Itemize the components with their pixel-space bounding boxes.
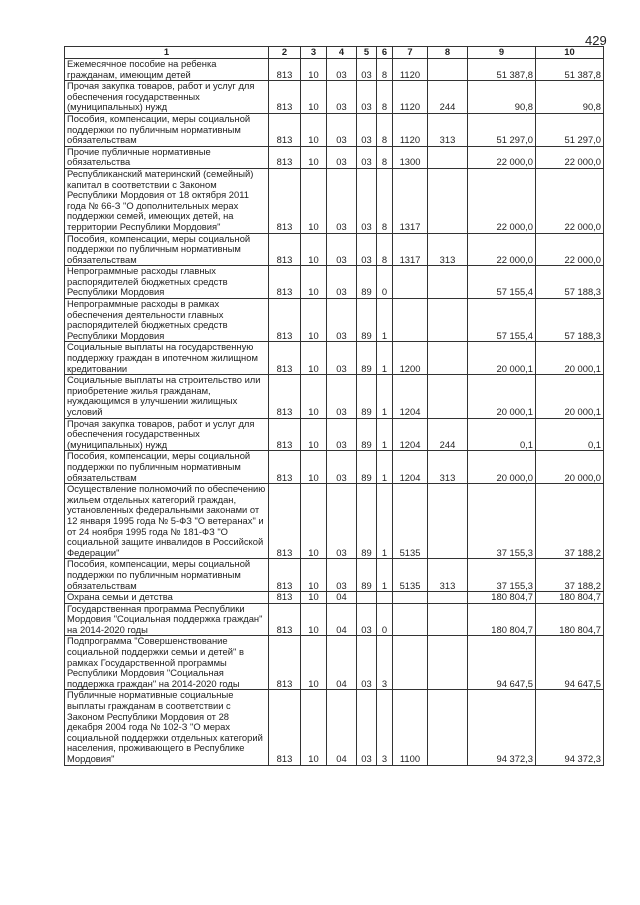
subsection-code: 03: [327, 168, 357, 233]
subsection-code: 03: [327, 81, 357, 114]
table-row: [65, 81, 604, 114]
expense-type-code: [428, 146, 468, 168]
program-code: 03: [357, 690, 377, 765]
subprogram-code: 1: [377, 299, 393, 342]
ministry-code: 813: [269, 146, 301, 168]
program-code: 89: [357, 342, 377, 375]
subsection-code: 03: [327, 375, 357, 418]
expense-type-code: 313: [428, 451, 468, 484]
target-code: [393, 299, 428, 342]
amount-2015: 20 000,1: [468, 342, 536, 375]
target-code: 1100: [393, 690, 428, 765]
ministry-code: 813: [269, 59, 301, 81]
subprogram-code: 0: [377, 603, 393, 636]
subprogram-code: 3: [377, 690, 393, 765]
amount-2016: 57 188,3: [536, 266, 604, 299]
expense-type-code: [428, 690, 468, 765]
amount-2016: 94 647,5: [536, 636, 604, 690]
subprogram-code: 8: [377, 146, 393, 168]
subsection-code: 03: [327, 418, 357, 451]
subprogram-code: 1: [377, 375, 393, 418]
expense-type-code: [428, 168, 468, 233]
table-row: [65, 418, 604, 451]
expense-type-code: [428, 342, 468, 375]
amount-2015: 180 804,7: [468, 592, 536, 604]
subsection-code: 04: [327, 592, 357, 604]
table-row: [65, 559, 604, 592]
subprogram-code: 1: [377, 342, 393, 375]
ministry-code: 813: [269, 603, 301, 636]
amount-2015: 20 000,1: [468, 375, 536, 418]
row-name: Подпрограмма "Совершенствование социальной поддержки семьи и детей" в рамках Государственной программы Республики Мордовия "Социальная поддержка граждан" на 2014-2020 годы: [65, 636, 269, 690]
amount-2015: 22 000,0: [468, 168, 536, 233]
ministry-code: 813: [269, 418, 301, 451]
row-name: Пособия, компенсации, меры социальной поддержки по публичным нормативным обязательствам: [65, 559, 269, 592]
amount-2015: 51 387,8: [468, 59, 536, 81]
ministry-code: 813: [269, 451, 301, 484]
ministry-code: 813: [269, 342, 301, 375]
amount-2016: 20 000,1: [536, 375, 604, 418]
table-row: [65, 451, 604, 484]
row-name: Государственная программа Республики Мордовия "Социальная поддержка граждан" на 2014-2020 годы: [65, 603, 269, 636]
column-header: 7: [393, 47, 428, 59]
subprogram-code: 0: [377, 266, 393, 299]
expense-type-code: [428, 59, 468, 81]
ministry-code: 813: [269, 81, 301, 114]
ministry-code: 813: [269, 559, 301, 592]
target-code: 1300: [393, 146, 428, 168]
subprogram-code: 1: [377, 451, 393, 484]
column-header: 1: [65, 47, 269, 59]
row-name: Публичные нормативные социальные выплаты гражданам в соответствии с Законом Республики Мордовия от 28 декабря 2004 года № 102-З "О мерах социальной поддержки отдельных категорий населения, проживающего в Республике Мордовия": [65, 690, 269, 765]
subprogram-code: 8: [377, 113, 393, 146]
subsection-code: 03: [327, 342, 357, 375]
program-code: 03: [357, 233, 377, 266]
column-header: 4: [327, 47, 357, 59]
program-code: [357, 592, 377, 604]
subsection-code: 03: [327, 113, 357, 146]
table-row: [65, 603, 604, 636]
ministry-code: 813: [269, 113, 301, 146]
expense-type-code: [428, 266, 468, 299]
program-code: 03: [357, 59, 377, 81]
amount-2015: 180 804,7: [468, 603, 536, 636]
expense-type-code: [428, 636, 468, 690]
subprogram-code: 8: [377, 59, 393, 81]
amount-2015: 51 297,0: [468, 113, 536, 146]
target-code: 1120: [393, 113, 428, 146]
table-row: [65, 59, 604, 81]
amount-2015: 94 372,3: [468, 690, 536, 765]
row-name: Республиканский материнский (семейный) капитал в соответствии с Законом Республики Мордовия от 18 октября 2011 года № 66-З "О дополнительных мерах поддержки семей, имеющих детей, на территории Республики Мордовия": [65, 168, 269, 233]
amount-2015: 0,1: [468, 418, 536, 451]
program-code: 03: [357, 146, 377, 168]
subsection-code: 04: [327, 690, 357, 765]
program-code: 89: [357, 418, 377, 451]
ministry-code: 813: [269, 636, 301, 690]
row-name: Социальные выплаты на строительство или приобретение жилья гражданам, нуждающимся в улучшении жилищных условий: [65, 375, 269, 418]
expense-type-code: 313: [428, 559, 468, 592]
section-code: 10: [301, 81, 327, 114]
ministry-code: 813: [269, 592, 301, 604]
table-row: [65, 636, 604, 690]
expense-type-code: [428, 592, 468, 604]
table-row: [65, 484, 604, 559]
expense-type-code: 313: [428, 113, 468, 146]
amount-2016: 22 000,0: [536, 146, 604, 168]
table-row: [65, 168, 604, 233]
header-row: [65, 47, 604, 59]
table-row: [65, 592, 604, 604]
subprogram-code: 8: [377, 233, 393, 266]
subsection-code: 03: [327, 233, 357, 266]
subprogram-code: 1: [377, 418, 393, 451]
amount-2016: 90,8: [536, 81, 604, 114]
ministry-code: 813: [269, 168, 301, 233]
subprogram-code: 8: [377, 81, 393, 114]
subsection-code: 03: [327, 451, 357, 484]
section-code: 10: [301, 418, 327, 451]
row-name: Прочие публичные нормативные обязательства: [65, 146, 269, 168]
row-name: Прочая закупка товаров, работ и услуг для обеспечения государственных (муниципальных) нужд: [65, 418, 269, 451]
amount-2016: 22 000,0: [536, 168, 604, 233]
section-code: 10: [301, 266, 327, 299]
subprogram-code: 1: [377, 559, 393, 592]
column-header: 2: [269, 47, 301, 59]
expense-type-code: 244: [428, 418, 468, 451]
section-code: 10: [301, 59, 327, 81]
subsection-code: 03: [327, 299, 357, 342]
target-code: 1317: [393, 168, 428, 233]
table-row: [65, 375, 604, 418]
section-code: 10: [301, 484, 327, 559]
amount-2015: 57 155,4: [468, 266, 536, 299]
amount-2015: 20 000,0: [468, 451, 536, 484]
amount-2015: 22 000,0: [468, 233, 536, 266]
expense-type-code: [428, 603, 468, 636]
section-code: 10: [301, 451, 327, 484]
target-code: 1204: [393, 451, 428, 484]
table-row: [65, 299, 604, 342]
table-row: [65, 233, 604, 266]
section-code: 10: [301, 559, 327, 592]
amount-2016: 180 804,7: [536, 603, 604, 636]
amount-2015: 22 000,0: [468, 146, 536, 168]
ministry-code: 813: [269, 690, 301, 765]
subsection-code: 04: [327, 636, 357, 690]
section-code: 10: [301, 636, 327, 690]
section-code: 10: [301, 168, 327, 233]
section-code: 10: [301, 342, 327, 375]
ministry-code: 813: [269, 299, 301, 342]
program-code: 89: [357, 484, 377, 559]
program-code: 89: [357, 375, 377, 418]
row-name: Пособия, компенсации, меры социальной поддержки по публичным нормативным обязательствам: [65, 451, 269, 484]
ministry-code: 813: [269, 375, 301, 418]
column-header: 10: [536, 47, 604, 59]
subsection-code: 03: [327, 484, 357, 559]
amount-2016: 57 188,3: [536, 299, 604, 342]
subprogram-code: [377, 592, 393, 604]
table-row: [65, 342, 604, 375]
column-header: 6: [377, 47, 393, 59]
row-name: Пособия, компенсации, меры социальной поддержки по публичным нормативным обязательствам: [65, 233, 269, 266]
table-row: [65, 690, 604, 765]
expense-type-code: [428, 484, 468, 559]
expense-type-code: [428, 299, 468, 342]
table-row: [65, 266, 604, 299]
table-body: [65, 59, 604, 766]
amount-2015: 37 155,3: [468, 484, 536, 559]
program-code: 03: [357, 168, 377, 233]
target-code: [393, 603, 428, 636]
amount-2015: 37 155,3: [468, 559, 536, 592]
amount-2015: 94 647,5: [468, 636, 536, 690]
row-name: Ежемесячное пособие на ребенка гражданам, имеющим детей: [65, 59, 269, 81]
column-header: 3: [301, 47, 327, 59]
subsection-code: 04: [327, 603, 357, 636]
target-code: 1204: [393, 418, 428, 451]
amount-2016: 37 188,2: [536, 559, 604, 592]
section-code: 10: [301, 592, 327, 604]
target-code: 1204: [393, 375, 428, 418]
section-code: 10: [301, 146, 327, 168]
table-row: [65, 113, 604, 146]
subprogram-code: 3: [377, 636, 393, 690]
ministry-code: 813: [269, 233, 301, 266]
subsection-code: 03: [327, 559, 357, 592]
row-name: Пособия, компенсации, меры социальной поддержки по публичным нормативным обязательствам: [65, 113, 269, 146]
target-code: 1200: [393, 342, 428, 375]
program-code: 89: [357, 451, 377, 484]
ministry-code: 813: [269, 266, 301, 299]
row-name: Непрограммные расходы главных распорядителей бюджетных средств Республики Мордовия: [65, 266, 269, 299]
amount-2016: 20 000,1: [536, 342, 604, 375]
target-code: 5135: [393, 559, 428, 592]
section-code: 10: [301, 690, 327, 765]
subprogram-code: 8: [377, 168, 393, 233]
subsection-code: 03: [327, 266, 357, 299]
row-name: Социальные выплаты на государственную поддержку граждан в ипотечном жилищном кредитовании: [65, 342, 269, 375]
row-name: Осуществление полномочий по обеспечению жильем отдельных категорий граждан, установленных федеральными законами от 12 января 1995 года № 5-ФЗ "О ветеранах" и от 24 ноября 1995 года № 181-ФЗ "О социальной защите инвалидов в Российской Федерации": [65, 484, 269, 559]
row-name: Прочая закупка товаров, работ и услуг для обеспечения государственных (муниципальных) нужд: [65, 81, 269, 114]
amount-2016: 37 188,2: [536, 484, 604, 559]
target-code: 1120: [393, 81, 428, 114]
target-code: [393, 592, 428, 604]
section-code: 10: [301, 299, 327, 342]
page-number: 429: [585, 33, 607, 48]
column-header: 9: [468, 47, 536, 59]
column-header: 5: [357, 47, 377, 59]
subprogram-code: 1: [377, 484, 393, 559]
section-code: 10: [301, 603, 327, 636]
program-code: 03: [357, 603, 377, 636]
amount-2016: 22 000,0: [536, 233, 604, 266]
program-code: 89: [357, 266, 377, 299]
target-code: 1120: [393, 59, 428, 81]
expense-type-code: 313: [428, 233, 468, 266]
ministry-code: 813: [269, 484, 301, 559]
subsection-code: 03: [327, 146, 357, 168]
program-code: 03: [357, 636, 377, 690]
column-header: 8: [428, 47, 468, 59]
program-code: 03: [357, 113, 377, 146]
section-code: 10: [301, 233, 327, 266]
target-code: 1317: [393, 233, 428, 266]
amount-2016: 51 297,0: [536, 113, 604, 146]
program-code: 03: [357, 81, 377, 114]
target-code: 5135: [393, 484, 428, 559]
table-row: [65, 146, 604, 168]
subsection-code: 03: [327, 59, 357, 81]
amount-2015: 57 155,4: [468, 299, 536, 342]
row-name: Охрана семьи и детства: [65, 592, 269, 604]
target-code: [393, 636, 428, 690]
budget-table: [64, 46, 604, 766]
expense-type-code: [428, 375, 468, 418]
target-code: [393, 266, 428, 299]
program-code: 89: [357, 299, 377, 342]
amount-2016: 20 000,0: [536, 451, 604, 484]
amount-2016: 0,1: [536, 418, 604, 451]
amount-2016: 94 372,3: [536, 690, 604, 765]
section-code: 10: [301, 113, 327, 146]
expense-type-code: 244: [428, 81, 468, 114]
amount-2016: 180 804,7: [536, 592, 604, 604]
amount-2016: 51 387,8: [536, 59, 604, 81]
section-code: 10: [301, 375, 327, 418]
amount-2015: 90,8: [468, 81, 536, 114]
row-name: Непрограммные расходы в рамках обеспечения деятельности главных распорядителей бюджетных средств Республики Мордовия: [65, 299, 269, 342]
program-code: 89: [357, 559, 377, 592]
